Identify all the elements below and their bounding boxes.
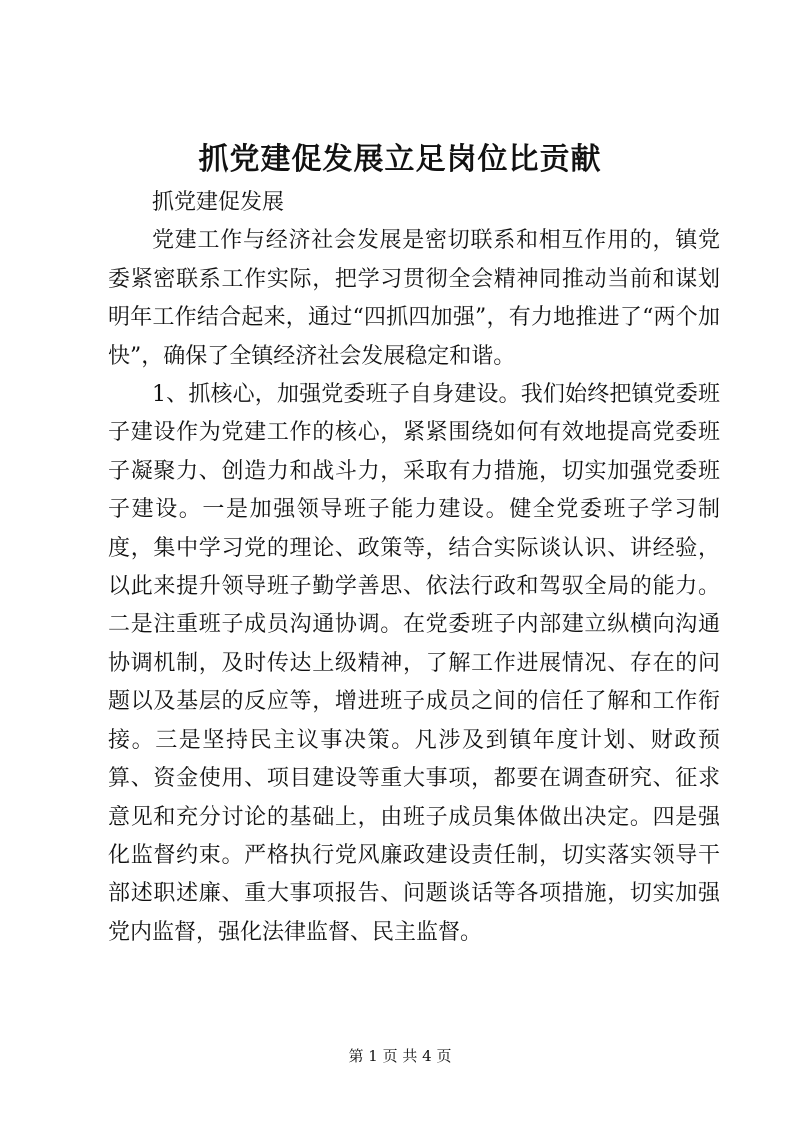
- page-number-footer: 第 1 页 共 4 页: [348, 1047, 452, 1065]
- section-heading: 抓党建促发展: [152, 190, 285, 215]
- document-title: 抓党建促发展立足岗位比贡献: [198, 142, 602, 177]
- body-paragraph: 党建工作与经济社会发展是密切联系和相互作用的，镇党委紧密联系工作实际，把学习贯彻全会精神同推动当前和谋划明年工作结合起来，通过“四抓四加强”，有力地推进了“两个加快”，确保了全镇经济社会发展稳定和谐。: [108, 228, 720, 369]
- body-paragraph: 1、抓核心，加强党委班子自身建设。我们始终把镇党委班子建设作为党建工作的核心，紧紧围绕如何有效地提高党委班子凝聚力、创造力和战斗力，采取有力措施，切实加强党委班子建设。一是加强领导班子能力建设。健全党委班子学习制度，集中学习党的理论、政策等，结合实际谈认识、讲经验，以此来提升领导班子勤学善思、依法行政和驾驭全局的能力。二是注重班子成员沟通协调。在党委班子内部建立纵横向沟通协调机制，及时传达上级精神，了解工作进展情况、存在的问题以及基层的反应等，增进班子成员之间的信任了解和工作衔接。三是坚持民主议事决策。凡涉及到镇年度计划、财政预算、资金使用、项目建设等重大事项，都要在调查研究、征求意见和充分讨论的基础上，由班子成员集体做出决定。四是强化监督约束。严格执行党风廉政建设责任制，切实落实领导干部述职述廉、重大事项报告、问题谈话等各项措施，切实加强党内监督，强化法律监督、民主监督。: [108, 382, 720, 945]
- document-body: [108, 184, 720, 952]
